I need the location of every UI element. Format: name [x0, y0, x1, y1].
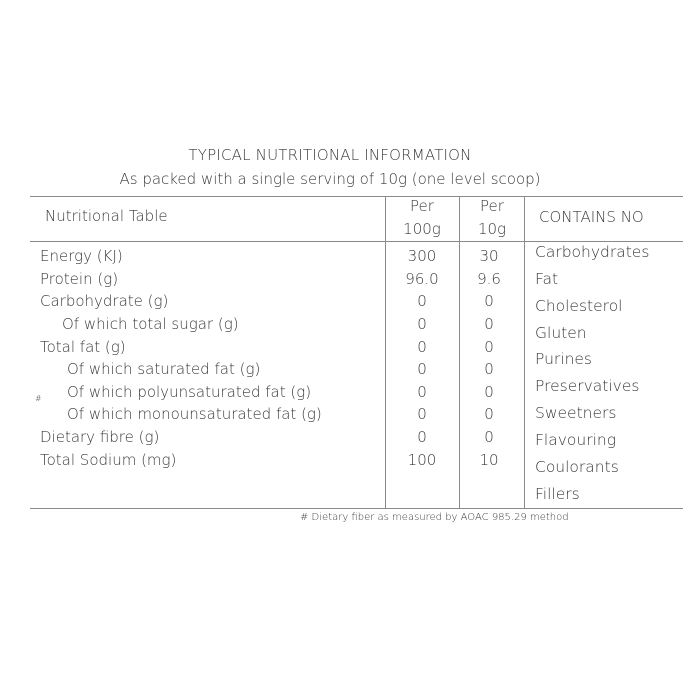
header-per10-line2: 10g: [477, 220, 507, 238]
row-per10: 0: [484, 405, 494, 423]
row-per100: 0: [417, 405, 427, 423]
table-top-rule: [30, 196, 683, 197]
panel-subtitle: As packed with a single serving of 10g (one level scoop): [119, 170, 541, 188]
row-per10: 30: [479, 247, 499, 265]
header-per10-line1: Per: [480, 197, 504, 215]
contains-no-item: Gluten: [535, 324, 587, 342]
row-per10: 0: [484, 428, 494, 446]
row-per100: 300: [407, 247, 437, 265]
table-header-rule: [30, 241, 683, 242]
row-per100: 0: [417, 428, 427, 446]
contains-no-item: Preservatives: [535, 377, 640, 395]
contains-no-item: Carbohydrates: [535, 243, 650, 261]
table-bottom-rule: [30, 508, 683, 509]
row-per10: 10: [479, 451, 499, 469]
row-label: Of which polyunsaturated fat (g): [67, 383, 312, 401]
row-per10: 0: [484, 292, 494, 310]
row-per10: 0: [484, 338, 494, 356]
row-per10: 9.6: [477, 270, 501, 288]
row-per10: 0: [484, 360, 494, 378]
header-per100-line2: 100g: [403, 220, 441, 238]
row-per10: 0: [484, 383, 494, 401]
row-per100: 0: [417, 338, 427, 356]
footnote: # Dietary fiber as measured by AOAC 985.29 method: [300, 512, 569, 523]
panel-title: TYPICAL NUTRITIONAL INFORMATION: [188, 146, 472, 164]
row-label: Energy (KJ): [40, 247, 123, 265]
row-label: Of which total sugar (g): [62, 315, 239, 333]
row-label: Protein (g): [40, 270, 119, 288]
contains-no-item: Purines: [535, 350, 593, 368]
contains-no-item: Coulorants: [535, 458, 619, 476]
row-label: Carbohydrate (g): [40, 292, 169, 310]
row-label: Of which monounsaturated fat (g): [67, 405, 322, 423]
row-label: Total fat (g): [40, 338, 126, 356]
header-contains-no: CONTAINS NO: [539, 208, 644, 226]
row-per100: 0: [417, 292, 427, 310]
header-per100-line1: Per: [410, 197, 434, 215]
contains-no-item: Fat: [535, 270, 559, 288]
row-per10: 0: [484, 315, 494, 333]
column-divider-1: [385, 196, 386, 508]
row-label: Total Sodium (mg): [40, 451, 177, 469]
contains-no-item: Cholesterol: [535, 297, 623, 315]
row-per100: 0: [417, 360, 427, 378]
contains-no-item: Flavouring: [535, 431, 617, 449]
row-per100: 96.0: [405, 270, 439, 288]
row-label: Of which saturated fat (g): [67, 360, 261, 378]
header-nutritional-table: Nutritional Table: [45, 207, 168, 225]
contains-no-item: Fillers: [535, 485, 580, 503]
column-divider-3: [524, 196, 525, 508]
column-divider-2: [459, 196, 460, 508]
contains-no-item: Sweetners: [535, 404, 617, 422]
row-per100: 0: [417, 383, 427, 401]
row-per100: 100: [407, 451, 437, 469]
row-label: Dietary fibre (g): [40, 428, 160, 446]
row-footnote-mark: #: [35, 394, 42, 403]
row-per100: 0: [417, 315, 427, 333]
